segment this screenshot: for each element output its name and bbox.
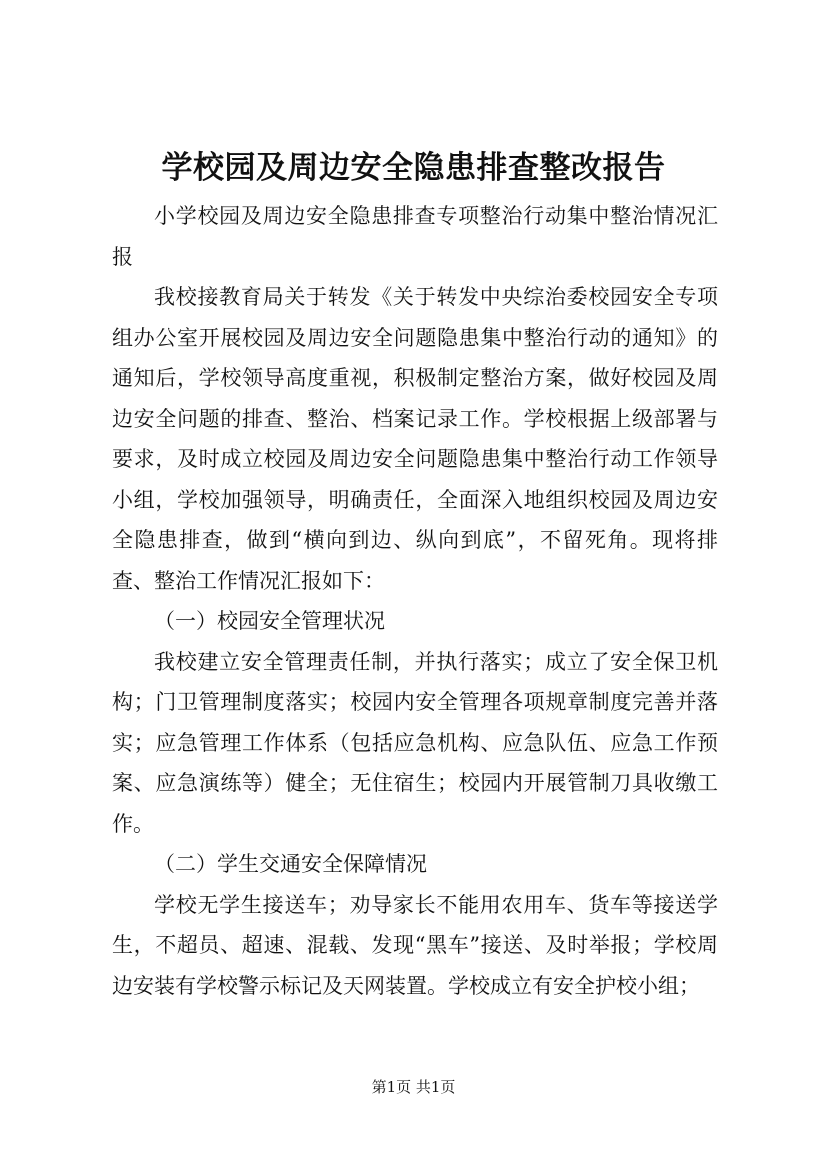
- document-body: [112, 196, 718, 1006]
- intro-paragraph: 我校接教育局关于转发《关于转发中央综治委校园安全专项组办公室开展校园及周边安全问题隐患集中整治行动的通知》的通知后，学校领导高度重视，积极制定整治方案，做好校园及周边安全问题的排查、整治、档案记录工作。学校根据上级部署与要求，及时成立校园及周边安全问题隐患集中整治行动工作领导小组，学校加强领导，明确责任，全面深入地组织校园及周边安全隐患排查，做到“横向到边、纵向到底”，不留死角。现将排查、整治工作情况汇报如下：: [112, 285, 718, 593]
- page-number-footer: 第1页 共1页: [371, 1078, 456, 1096]
- document-title: 学校园及周边安全隐患排查整改报告: [161, 150, 666, 186]
- section-heading-2: （二）学生交通安全保障情况: [154, 852, 427, 876]
- section-2-paragraph: 学校无学生接送车；劝导家长不能用农用车、货车等接送学生，不超员、超速、混载、发现“黑车”接送、及时举报；学校周边安装有学校警示标记及天网装置。学校成立有安全护校小组；: [112, 892, 718, 998]
- section-heading-1: （一）校园安全管理状况: [154, 609, 385, 633]
- section-1-paragraph: 我校建立安全管理责任制，并执行落实；成立了安全保卫机构；门卫管理制度落实；校园内安全管理各项规章制度完善并落实；应急管理工作体系（包括应急机构、应急队伍、应急工作预案、应急演练等）健全；无住宿生；校园内开展管制刀具收缴工作。: [112, 649, 718, 836]
- subtitle-paragraph: 小学校园及周边安全隐患排查专项整治行动集中整治情况汇报: [112, 204, 718, 269]
